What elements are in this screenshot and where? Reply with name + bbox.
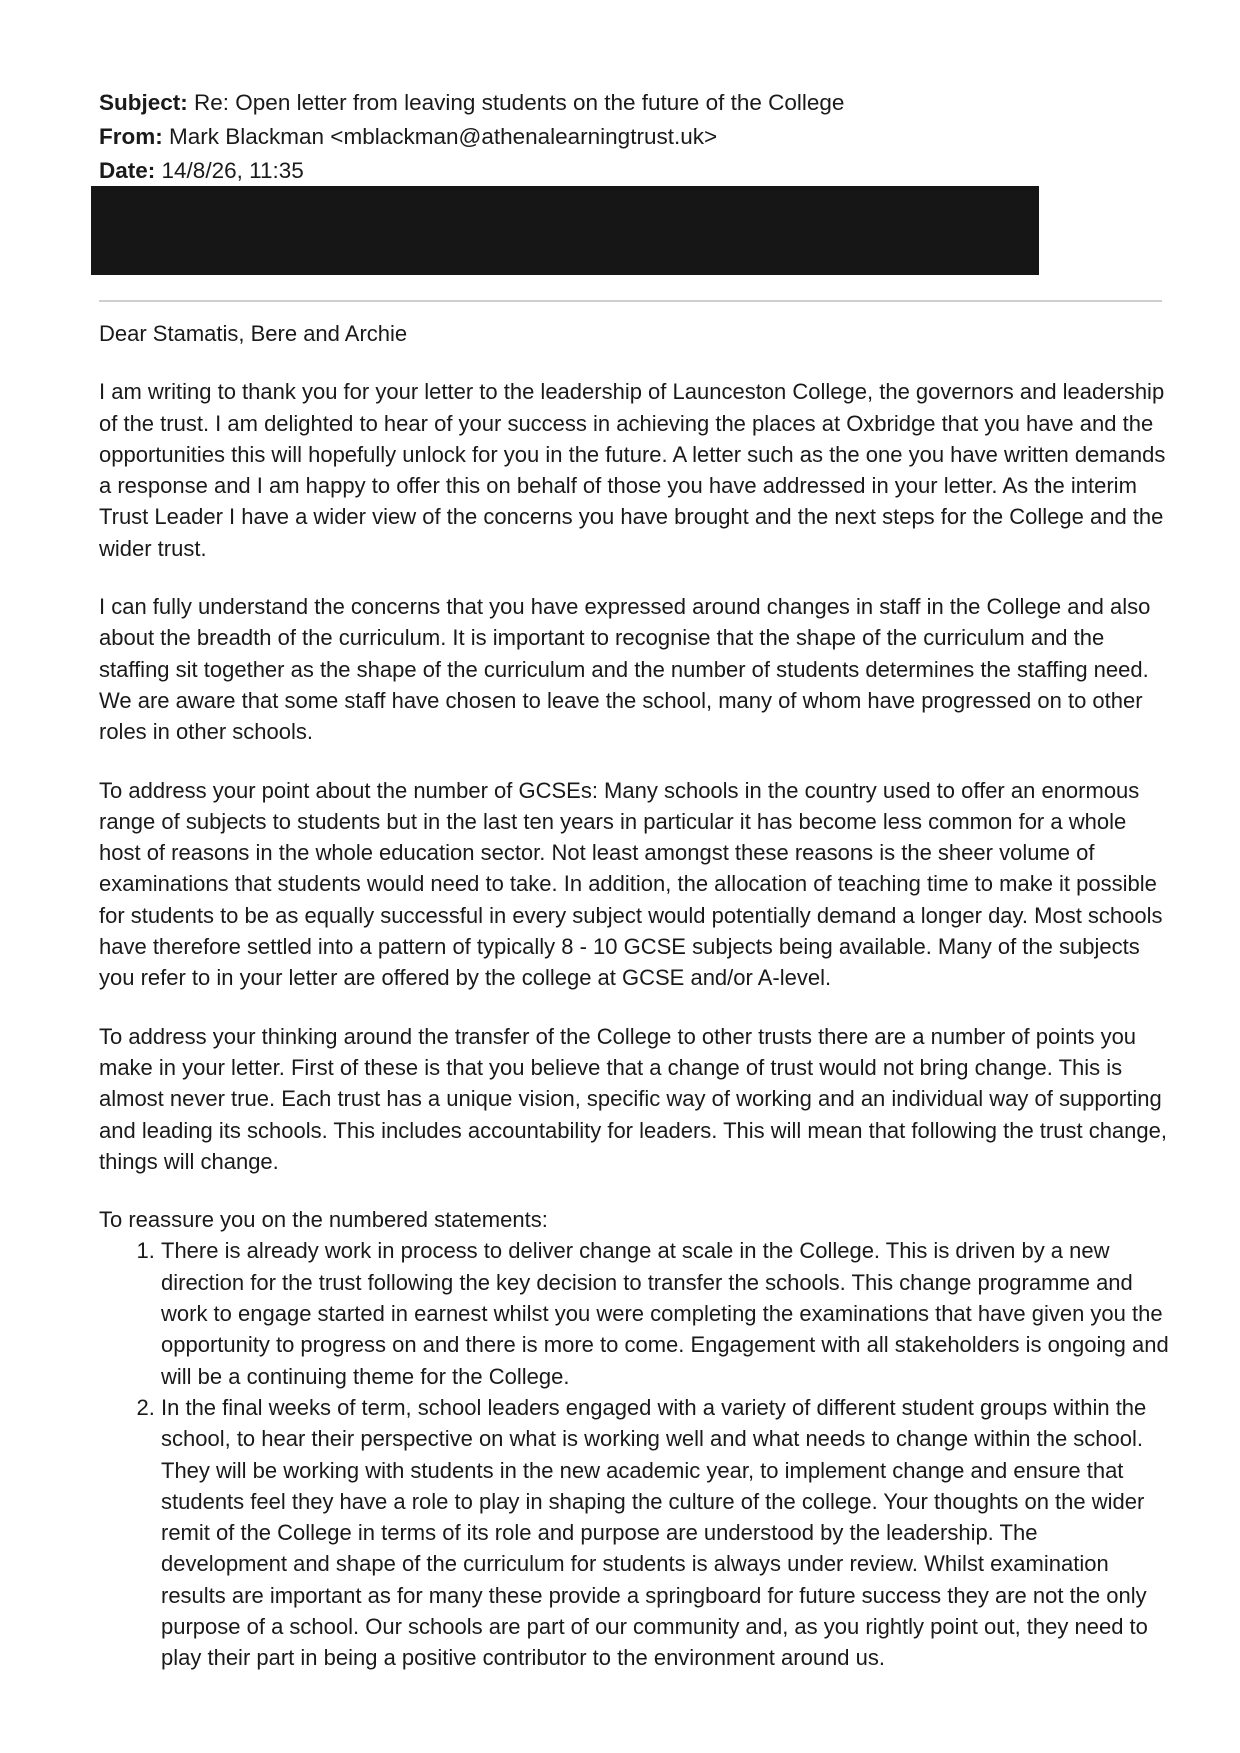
email-header <box>99 86 1159 188</box>
redaction-block <box>91 186 1039 275</box>
paragraph-3: To address your point about the number of GCSEs: Many schools in the country used to offer an enormous range of subjects to students but in the last ten years in particular it has become less common for a whole host of reasons in the whole education sector. Not least amongst these reasons is the sheer volume of examinations that students would need to take. In addition, the allocation of teaching time to make it possible for students to be as equally successful in every subject would potentially demand a longer day. Most schools have therefore settled into a pattern of typically 8 - 10 GCSE subjects being available. Many of the subjects you refer to in your letter are offered by the college at GCSE and/or A-level. <box>99 777 1163 991</box>
subject-line <box>99 86 1159 120</box>
list-item: 2. In the final weeks of term, school leaders engaged with a variety of different student groups within the school, to hear their perspective on what is working well and what needs to change within the school. They will be working with students in the new academic year, to implement change and ensure that students feel they have a role to play in shaping the culture of the college. Your thoughts on the wider remit of the College in terms of its role and purpose are understood by the leadership. The development and shape of the curriculum for students is always under review. Whilst examination results are important as for many these provide a springboard for future success they are not the only purpose of a school. Our schools are part of our community and, as you rightly point out, they need to play their part in being a positive contributor to the environment around us. <box>161 1392 1169 1674</box>
date-line <box>99 154 1159 188</box>
date-value: 14/8/26, 11:35 <box>161 158 304 183</box>
list-item: 1. There is already work in process to deliver change at scale in the College. This is driven by a new direction for the trust following the key decision to transfer the schools. This change programme and work to engage started in earnest whilst you were completing the examinations that have given you the opportunity to progress on and there is more to come. Engagement with all stakeholders is ongoing and will be a continuing theme for the College. <box>161 1235 1169 1391</box>
paragraph-1: I am writing to thank you for your letter to the leadership of Launceston College, the governors and leadership of the trust. I am delighted to hear of your success in achieving the places at Oxbridge that you have and the opportunities this will hopefully unlock for you in the future. A letter such as the one you have written demands a response and I am happy to offer this on behalf of those you have addressed in your letter. As the interim Trust Leader I have a wider view of the concerns you have brought and the next steps for the College and the wider trust. <box>99 379 1166 561</box>
letter-body <box>99 318 1169 1674</box>
subject-value: Re: Open letter from leaving students on the future of the College <box>194 90 845 115</box>
header-divider <box>99 300 1162 302</box>
date-label: Date: <box>99 158 156 183</box>
subject-label: Subject: <box>99 90 188 115</box>
paragraph-4: To address your thinking around the transfer of the College to other trusts there are a number of points you make in your letter. First of these is that you believe that a change of trust would not bring change. This is almost never true. Each trust has a unique vision, specific way of working and an individual way of supporting and leading its schools. This includes accountability for leaders. This will mean that following the trust change, things will change. <box>99 1023 1167 1174</box>
numbered-list <box>99 1235 1169 1673</box>
from-label: From: <box>99 124 163 149</box>
from-value: Mark Blackman <mblackman@athenalearningtrust.uk> <box>169 124 718 149</box>
list-intro: To reassure you on the numbered statements: <box>99 1207 548 1233</box>
greeting: Dear Stamatis, Bere and Archie <box>99 321 408 346</box>
paragraph-2: I can fully understand the concerns that you have expressed around changes in staff in the College and also about the breadth of the curriculum. It is important to recognise that the shape of the curriculum and the staffing sit together as the shape of the curriculum and the number of students determines the staffing need. We are aware that some staff have chosen to leave the school, many of whom have progressed on to other roles in other schools. <box>99 594 1151 745</box>
from-line <box>99 120 1159 154</box>
